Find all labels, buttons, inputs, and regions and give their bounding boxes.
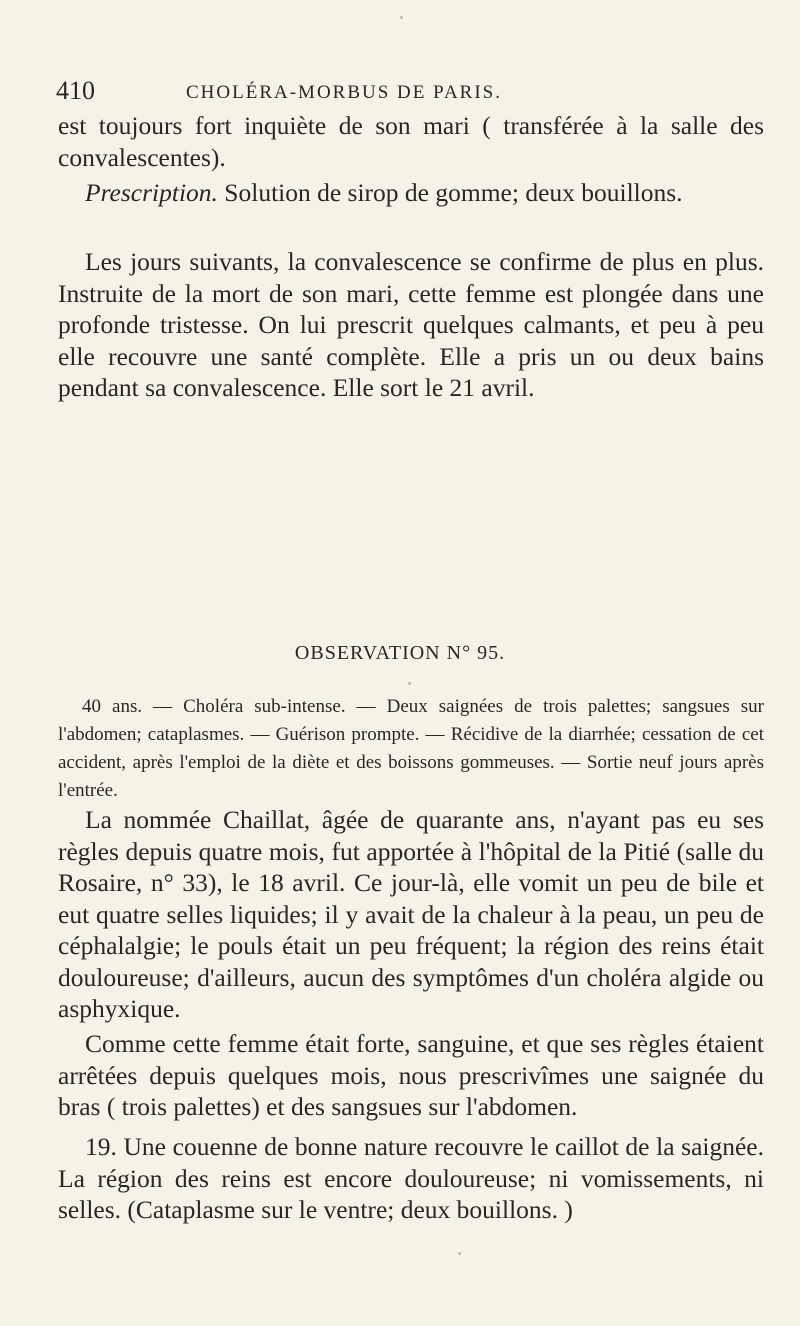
page-header — [56, 76, 756, 106]
paragraph-convalescence: Les jours suivants, la convalescence se confirme de plus en plus. Instruite de la mort de son mari, cette femme est plongée dans une profonde tristesse. On lui prescrit quelques calmants, et peu à peu elle recouvre une santé complète. Elle a pris un ou deux bains pendant sa convalescence. Elle sort le 21 avril. — [58, 247, 764, 402]
prescription-text: Solution de sirop de gomme; deux bouillons. — [217, 178, 683, 207]
running-title: CHOLÉRA-MORBUS DE PARIS. — [186, 82, 502, 103]
observation-summary: 40 ans. — Choléra sub-intense. — Deux saignées de trois palettes; sangsues sur l'abdomen; cataplasmes. — Guérison prompte. — Récidive de la diarrhée; cessation de cet accident, après l'emploi de la diète et des boissons gommeuses. — Sortie neuf jours après l'entrée. — [58, 696, 764, 801]
case-paragraph-3: 19. Une couenne de bonne nature recouvre le caillot de la saignée. La région des reins est encore douloureuse; ni vomissements, ni selles. (Cataplasme sur le ventre; deux bouillons. ) — [58, 1132, 764, 1224]
paper-speck — [458, 1252, 461, 1255]
case-paragraph-1: La nommée Chaillat, âgée de quarante ans, n'ayant pas eu ses règles depuis quatre mois, fut apportée à l'hôpital de la Pitié (salle du Rosaire, n° 33), le 18 avril. Ce jour-là, elle vomit un peu de bile et eut quatre selles liquides; il y avait de la chaleur à la peau, un peu de céphalalgie; le pouls était un peu fréquent; la région des reins était douloureuse; d'ailleurs, aucun des symptômes d'un choléra algide ou asphyxique. — [58, 805, 764, 1023]
prescription-label: Prescription. — [85, 178, 218, 207]
observation-title: OBSERVATION N° 95. — [294, 642, 506, 664]
paragraph-prescription — [58, 177, 764, 209]
paper-speck — [400, 16, 403, 19]
case-paragraph-2: Comme cette femme était forte, sanguine, et que ses règles étaient arrêtées depuis quelques mois, nous prescrivîmes une saignée du bras ( trois palettes) et des sangsues sur l'abdomen. — [58, 1029, 764, 1121]
paragraph-continuation: est toujours fort inquiète de son mari ( transférée à la salle des convalescentes). — [58, 111, 764, 172]
paper-speck — [408, 682, 411, 685]
page-number: 410 — [56, 76, 95, 105]
